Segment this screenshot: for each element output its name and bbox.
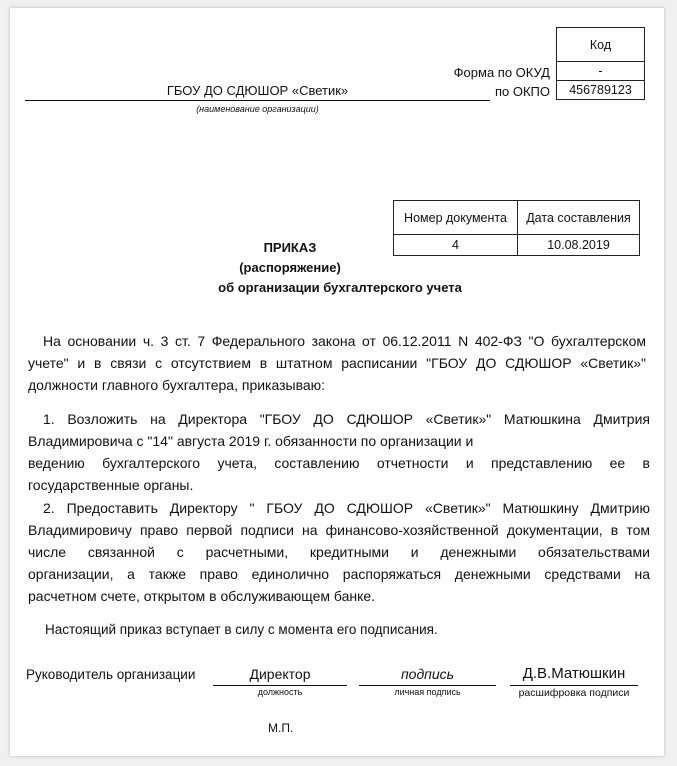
item-2-line: организации, а также право единолично распоряжаться денежными средствами на [28,566,650,582]
item-1-line: ведению бухгалтерского учета, составлению отчетности и представлению ее в [28,455,650,471]
name-caption: расшифровка подписи [518,687,630,699]
doc-number-value: 4 [394,235,518,256]
title-rasporyazhenie: (распоряжение) [239,260,341,275]
org-caption: (наименование организации) [196,104,319,114]
title-subject: об организации бухгалтерского учета [218,280,462,295]
head-label: Руководитель организации [26,667,196,682]
signature-caption: личная подпись [394,687,461,697]
item-1-line: государственные органы. [28,477,194,493]
effective-statement: Настоящий приказ вступает в силу с момента его подписания. [45,622,438,637]
title-prikaz: ПРИКАЗ [263,240,317,255]
doc-date-value: 10.08.2019 [518,235,640,256]
item-2-line: числе связанной с расчетными, кредитными и денежными обязательствами [28,544,650,560]
intro-line: должности главного бухгалтера, приказываю: [28,377,326,393]
signature-value: подпись [400,666,455,682]
signature-underline [359,685,496,686]
stamp-placeholder: М.П. [268,721,294,735]
item-2-line: 2. Предоставить Директору " ГБОУ ДО СДЮШОР «Светик»" Матюшкину Дмитрию [43,500,650,516]
item-2-paragraph [28,497,650,607]
org-name-underline [25,100,490,101]
intro-paragraph [28,330,646,396]
okud-value: - [557,62,645,81]
code-header: Код [557,28,645,62]
okpo-value: 456789123 [557,81,645,100]
doc-date-header: Дата составления [518,201,640,235]
okud-label: Форма по ОКУД [453,65,550,80]
doc-number-header: Номер документа [394,201,518,235]
item-1-line: Владимировича с "14" августа 2019 г. обязанности по организации и [28,433,474,449]
position-underline [213,685,347,686]
okpo-label: по ОКПО [494,84,550,99]
name-underline [510,685,638,686]
intro-line: учете" и в связи с отсутствием в штатном расписании "ГБОУ ДО СДЮШОР «Светик»" [28,355,646,371]
codes-table [556,27,645,100]
item-2-line: Владимировичу право первой подписи на финансово-хозяйственной документации, в том [28,522,650,538]
doc-title [180,238,500,298]
position-caption: должность [257,687,303,697]
position-value: Директор [249,666,311,682]
intro-line: На основании ч. 3 ст. 7 Федерального закона от 06.12.2011 N 402-ФЗ "О бухгалтерском [43,333,646,349]
item-1-line: 1. Возложить на Директора "ГБОУ ДО СДЮШОР «Светик»" Матюшкина Дмитрия [43,411,650,427]
document-page [10,8,664,756]
item-2-line: расчетном счете, открытом в обслуживающем банке. [28,588,376,604]
name-value: Д.В.Матюшкин [522,665,626,682]
org-name: ГБОУ ДО СДЮШОР «Светик» [166,83,349,98]
item-1-paragraph [28,408,650,496]
